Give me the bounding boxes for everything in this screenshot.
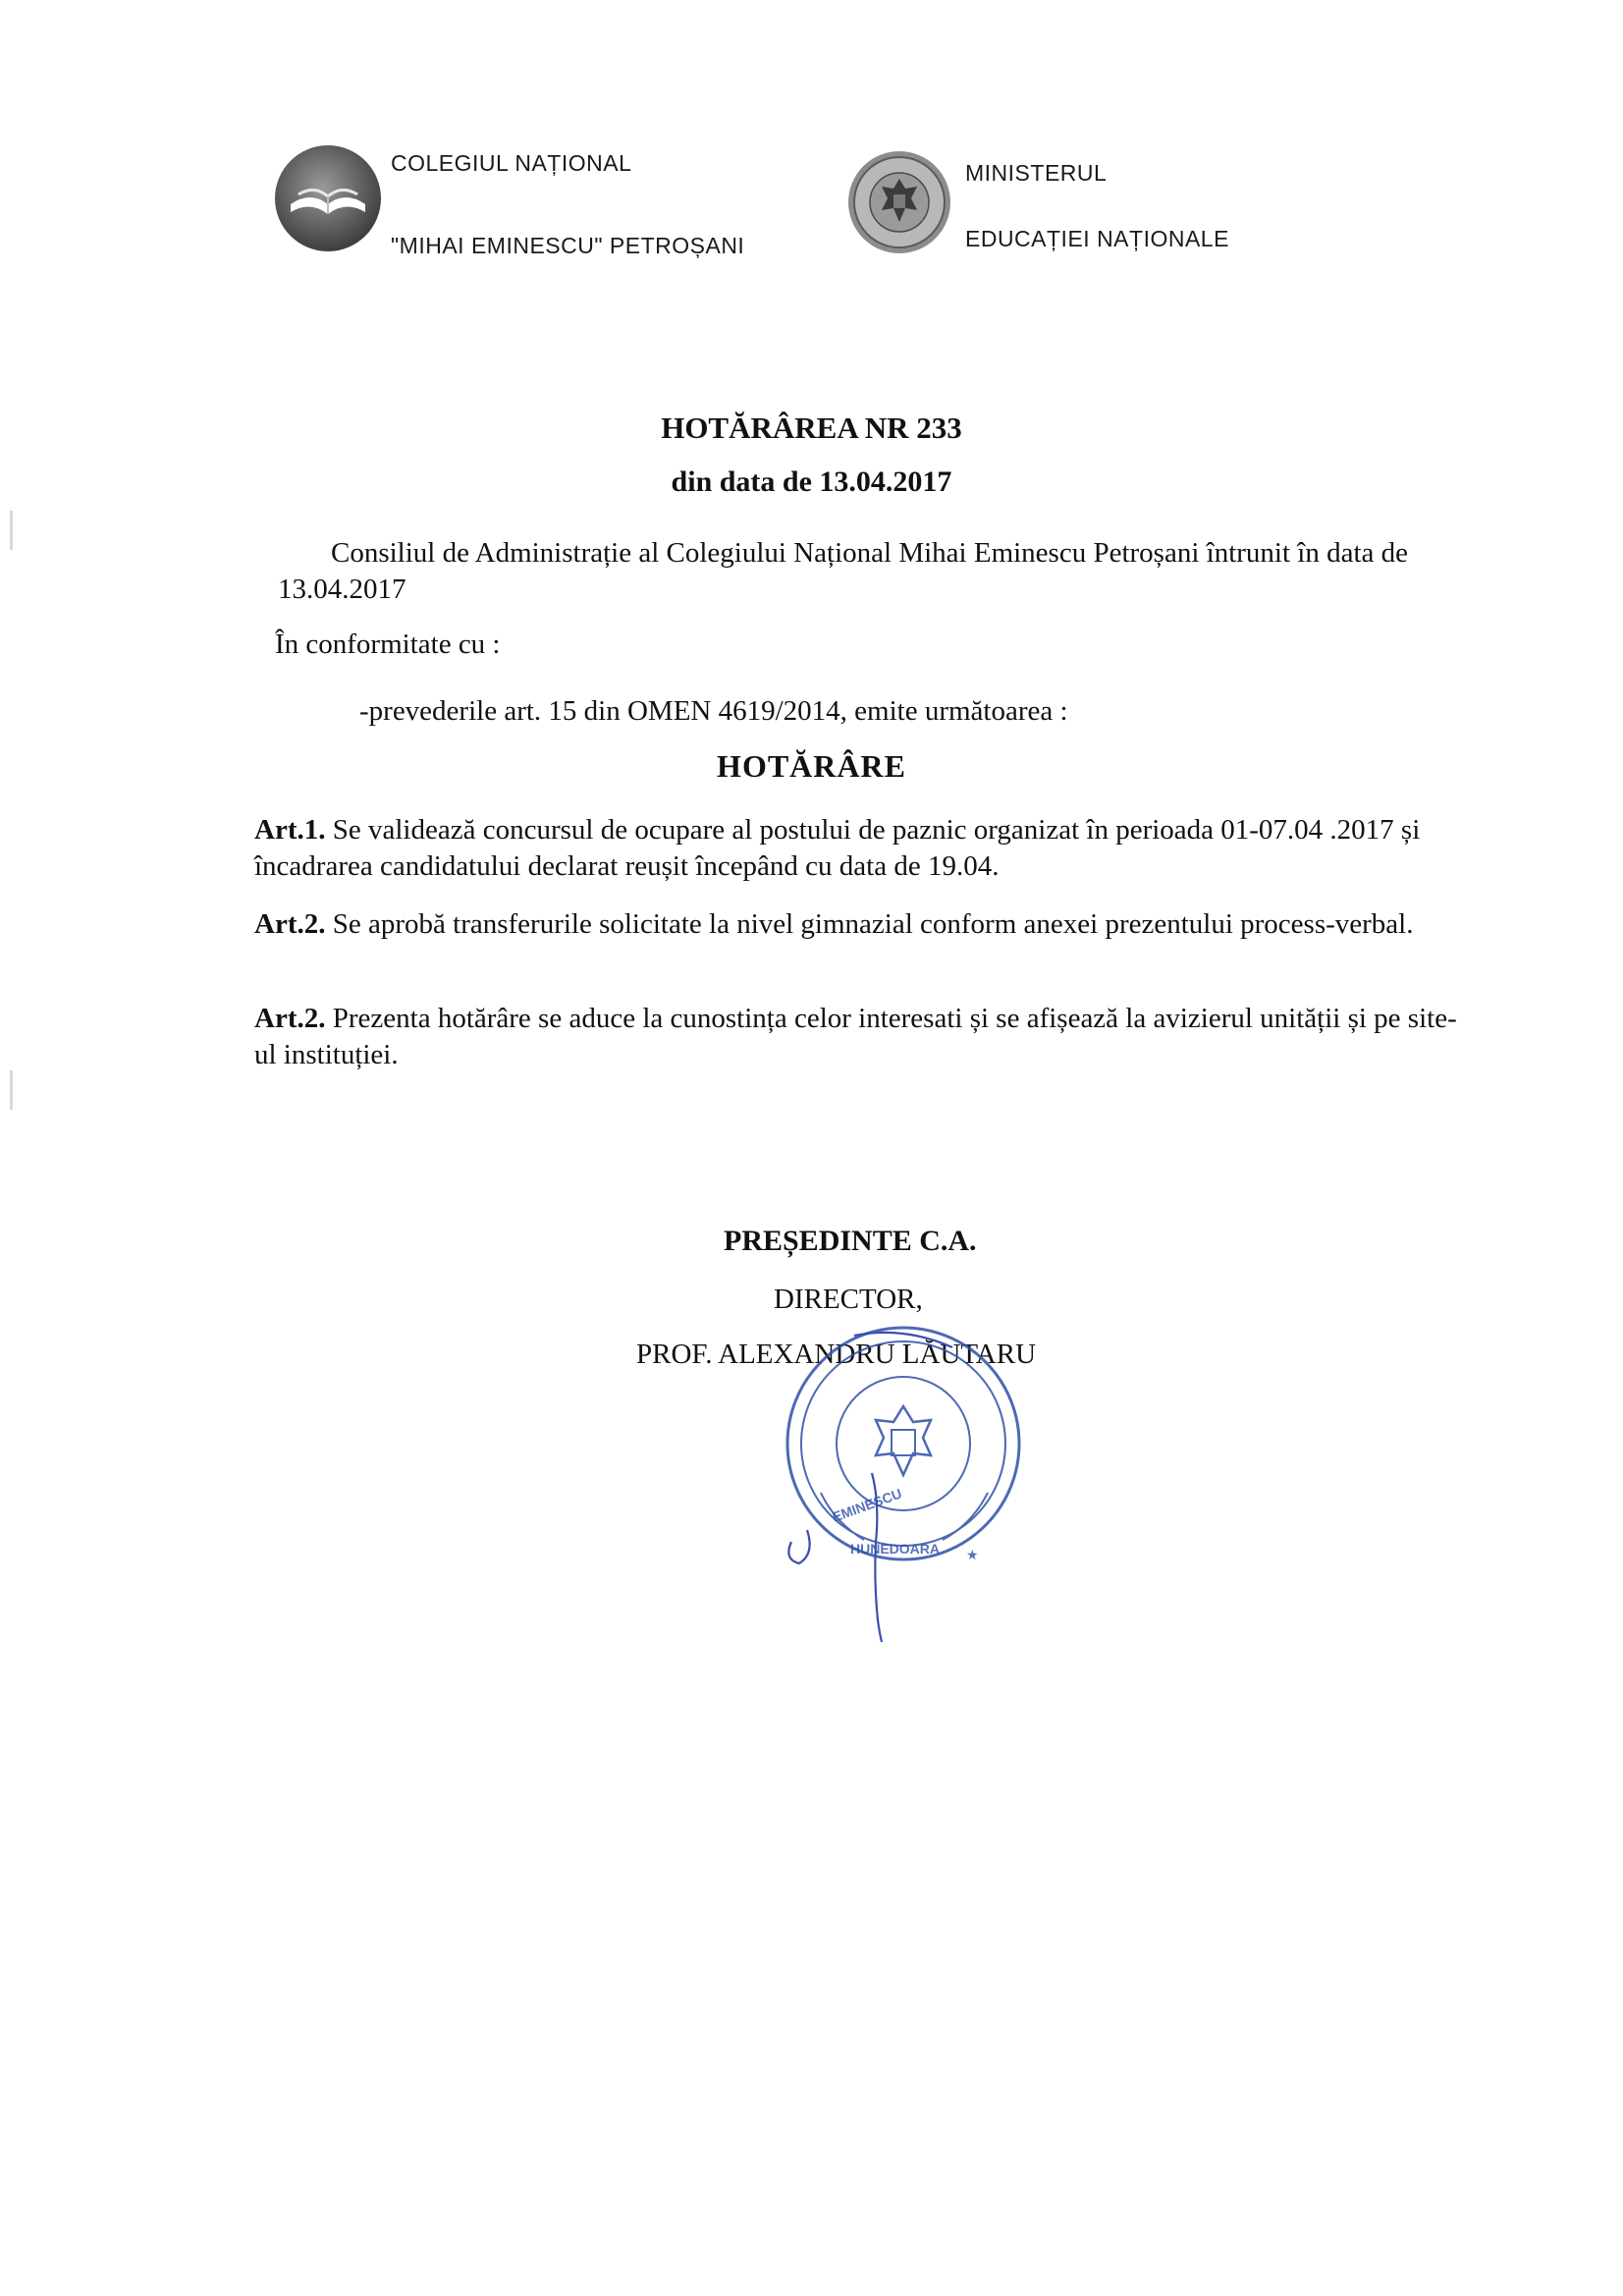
decision-heading: HOTĂRÂRE bbox=[717, 748, 906, 784]
guvernul-romaniei-seal-icon bbox=[846, 149, 952, 255]
intro-paragraph: Consiliul de Administrație al Colegiului Național Mihai Eminescu Petroșani întrunit în data de 13.04.2017 bbox=[278, 537, 1409, 605]
article-label: Art.2. bbox=[254, 1003, 326, 1034]
article-label: Art.2. bbox=[254, 908, 326, 940]
svg-text:★: ★ bbox=[966, 1547, 979, 1562]
svg-text:EMINESCU: EMINESCU bbox=[830, 1485, 904, 1525]
scan-edge-mark bbox=[10, 1070, 13, 1110]
document-title: HOTĂRÂREA NR 233 bbox=[661, 410, 962, 445]
article-label: Art.1. bbox=[254, 814, 326, 846]
provision-line: -prevederile art. 15 din OMEN 4619/2014, emite următoarea : bbox=[359, 695, 1068, 727]
signature-name: PROF. ALEXANDRU LĂUTARU bbox=[636, 1339, 1037, 1370]
scan-edge-mark bbox=[10, 511, 13, 550]
svg-text:HUNEDOARA: HUNEDOARA bbox=[850, 1541, 940, 1557]
ministry-name-line1: MINISTERUL bbox=[965, 160, 1108, 186]
article-2 bbox=[254, 906, 1462, 943]
signature-position: DIRECTOR, bbox=[774, 1284, 923, 1315]
article-text: Prezenta hotărâre se aduce la cunostința celor interesati și se afișează la avizierul unității și pe site-ul instituției. bbox=[254, 1003, 1457, 1070]
official-stamp bbox=[756, 1296, 1051, 1650]
signature-role: PREȘEDINTE C.A. bbox=[724, 1225, 977, 1257]
document-date: din data de 13.04.2017 bbox=[671, 465, 952, 498]
article-text: Se aprobă transferurile solicitate la nivel gimnazial conform anexei prezentului process-verbal. bbox=[325, 908, 1414, 940]
conformity-line: În conformitate cu : bbox=[275, 629, 501, 660]
article-3 bbox=[254, 1001, 1472, 1073]
school-name-line1: COLEGIUL NAȚIONAL bbox=[391, 150, 632, 176]
school-name-line2: "MIHAI EMINESCU" PETROȘANI bbox=[391, 233, 745, 258]
article-1 bbox=[254, 812, 1433, 885]
ministry-name-line2: EDUCAȚIEI NAȚIONALE bbox=[965, 226, 1229, 251]
article-text: Se validează concursul de ocupare al postului de paznic organizat în perioada 01-07.04 .2017 și încadrarea candidatului declarat reușit începând cu data de 19.04. bbox=[254, 814, 1421, 882]
open-book-emblem-icon bbox=[273, 143, 383, 253]
